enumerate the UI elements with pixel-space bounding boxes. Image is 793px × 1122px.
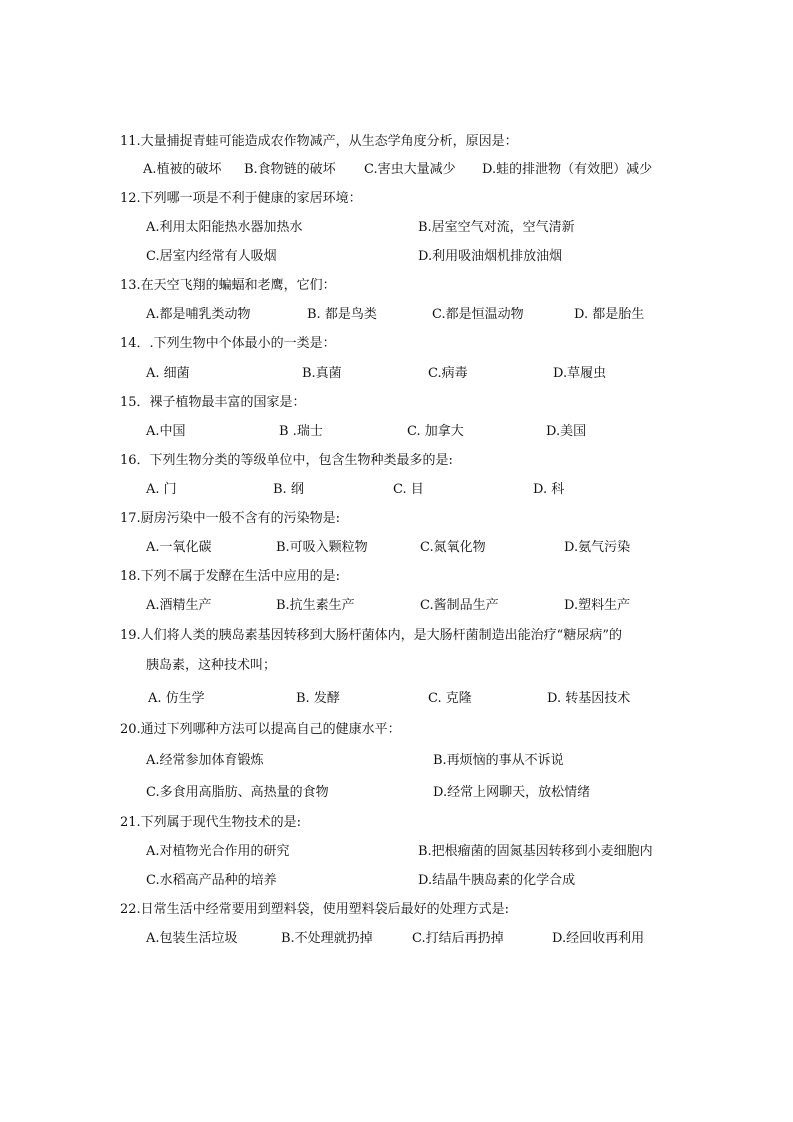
question-17-option-d: D.氨气污染 bbox=[564, 540, 631, 555]
question-21-option-b: B.把根瘤菌的固氮基因转移到小麦细胞内 bbox=[418, 844, 653, 859]
question-19-option-b: B. 发酵 bbox=[296, 691, 340, 706]
question-14-option-c: C.病毒 bbox=[428, 366, 468, 381]
question-13-stem: 13.在天空飞翔的蝙蝠和老鹰，它们： bbox=[120, 278, 336, 293]
question-12-stem: 12.下列哪一项是不利于健康的家居环境： bbox=[120, 191, 362, 206]
question-13-option-c: C.都是恒温动物 bbox=[432, 307, 524, 322]
question-21-option-d: D.结晶牛胰岛素的化学合成 bbox=[418, 873, 576, 888]
question-16-option-b: B. 纲 bbox=[273, 482, 304, 497]
question-12-option-c: C.居室内经常有人吸烟 bbox=[146, 249, 277, 264]
question-20-stem: 20.通过下列哪种方法可以提高自己的健康水平： bbox=[120, 722, 401, 737]
question-13-option-a: A.都是哺乳类动物 bbox=[146, 307, 251, 322]
question-21-option-a: A.对植物光合作用的研究 bbox=[146, 844, 290, 859]
question-18-option-b: B.抗生素生产 bbox=[276, 598, 355, 613]
question-19-option-d: D. 转基因技术 bbox=[547, 691, 631, 706]
question-22-option-d: D.经回收再利用 bbox=[552, 931, 645, 946]
question-17-option-b: B.可吸入颗粒物 bbox=[276, 540, 368, 555]
question-22-option-b: B.不处理就扔掉 bbox=[281, 931, 373, 946]
question-16-option-a: A. 门 bbox=[146, 482, 177, 497]
question-16-stem: 16．下列生物分类的等级单位中，包含生物种类最多的是: bbox=[120, 453, 453, 468]
question-20-option-a: A.经常参加体育锻炼 bbox=[146, 753, 264, 768]
question-20-option-d: D.经常上网聊天，放松情绪 bbox=[433, 785, 591, 800]
question-19-option-a: A. 仿生学 bbox=[148, 691, 205, 706]
question-22-option-a: A.包装生活垃圾 bbox=[146, 931, 238, 946]
question-12-option-b: B.居室空气对流，空气清新 bbox=[418, 220, 575, 235]
question-21-stem: 21.下列属于现代生物技术的是: bbox=[120, 815, 302, 830]
question-12-option-a: A.利用太阳能热水器加热水 bbox=[146, 220, 303, 235]
question-12-option-d: D.利用吸油烟机排放油烟 bbox=[418, 249, 563, 264]
question-18-stem: 18.下列不属于发酵在生活中应用的是: bbox=[120, 569, 341, 584]
question-11-option-b: B.食物链的破坏 bbox=[244, 162, 336, 177]
question-13-option-b: B. 都是鸟类 bbox=[307, 307, 377, 322]
question-20-option-c: C.多食用高脂肪、高热量的食物 bbox=[146, 785, 329, 800]
question-22-stem: 22.日常生活中经常要用到塑料袋，使用塑料袋后最好的处理方式是: bbox=[120, 902, 510, 917]
question-21-option-c: C.水稻高产品种的培养 bbox=[146, 873, 277, 888]
question-11-option-d: D.蛙的排泄物（有效肥）减少 bbox=[482, 162, 653, 177]
question-15-option-b: B .瑞士 bbox=[279, 424, 323, 439]
question-20-option-b: B.再烦恼的事从不诉说 bbox=[433, 753, 564, 768]
question-15-option-d: D.美国 bbox=[546, 424, 587, 439]
question-17-option-c: C.氮氧化物 bbox=[420, 540, 486, 555]
question-14-stem: 14．.下列生物中个体最小的一类是： bbox=[120, 336, 336, 351]
question-17-option-a: A.一氧化碳 bbox=[146, 540, 212, 555]
question-15-stem: 15．裸子植物最丰富的国家是： bbox=[120, 395, 306, 410]
question-18-option-c: C.酱制品生产 bbox=[420, 598, 499, 613]
question-14-option-d: D.草履虫 bbox=[553, 366, 607, 381]
question-19-stem-continued: 胰岛素，这种技术叫； bbox=[146, 658, 277, 673]
question-14-option-b: B.真菌 bbox=[302, 366, 342, 381]
question-18-option-d: D.塑料生产 bbox=[564, 598, 631, 613]
question-11-option-c: C.害虫大量减少 bbox=[364, 162, 456, 177]
question-15-option-c: C. 加拿大 bbox=[407, 424, 464, 439]
question-19-option-c: C. 克隆 bbox=[428, 691, 472, 706]
question-11-stem: 11.大量捕捉青蛙可能造成农作物减产，从生态学角度分析，原因是： bbox=[120, 134, 518, 149]
question-16-option-c: C. 目 bbox=[393, 482, 424, 497]
question-13-option-d: D. 都是胎生 bbox=[574, 307, 645, 322]
question-22-option-c: C.打结后再扔掉 bbox=[412, 931, 504, 946]
question-15-option-a: A.中国 bbox=[146, 424, 186, 439]
question-14-option-a: A. 细菌 bbox=[146, 366, 190, 381]
question-11-option-a: A.植被的破坏 bbox=[143, 162, 222, 177]
question-18-option-a: A.酒精生产 bbox=[146, 598, 212, 613]
question-17-stem: 17.厨房污染中一般不含有的污染物是: bbox=[120, 511, 341, 526]
question-16-option-d: D. 科 bbox=[533, 482, 565, 497]
question-19-stem: 19.人们将人类的胰岛素基因转移到大肠杆菌体内，是大肠杆菌制造出能治疗“糖尿病”的 bbox=[120, 628, 622, 643]
